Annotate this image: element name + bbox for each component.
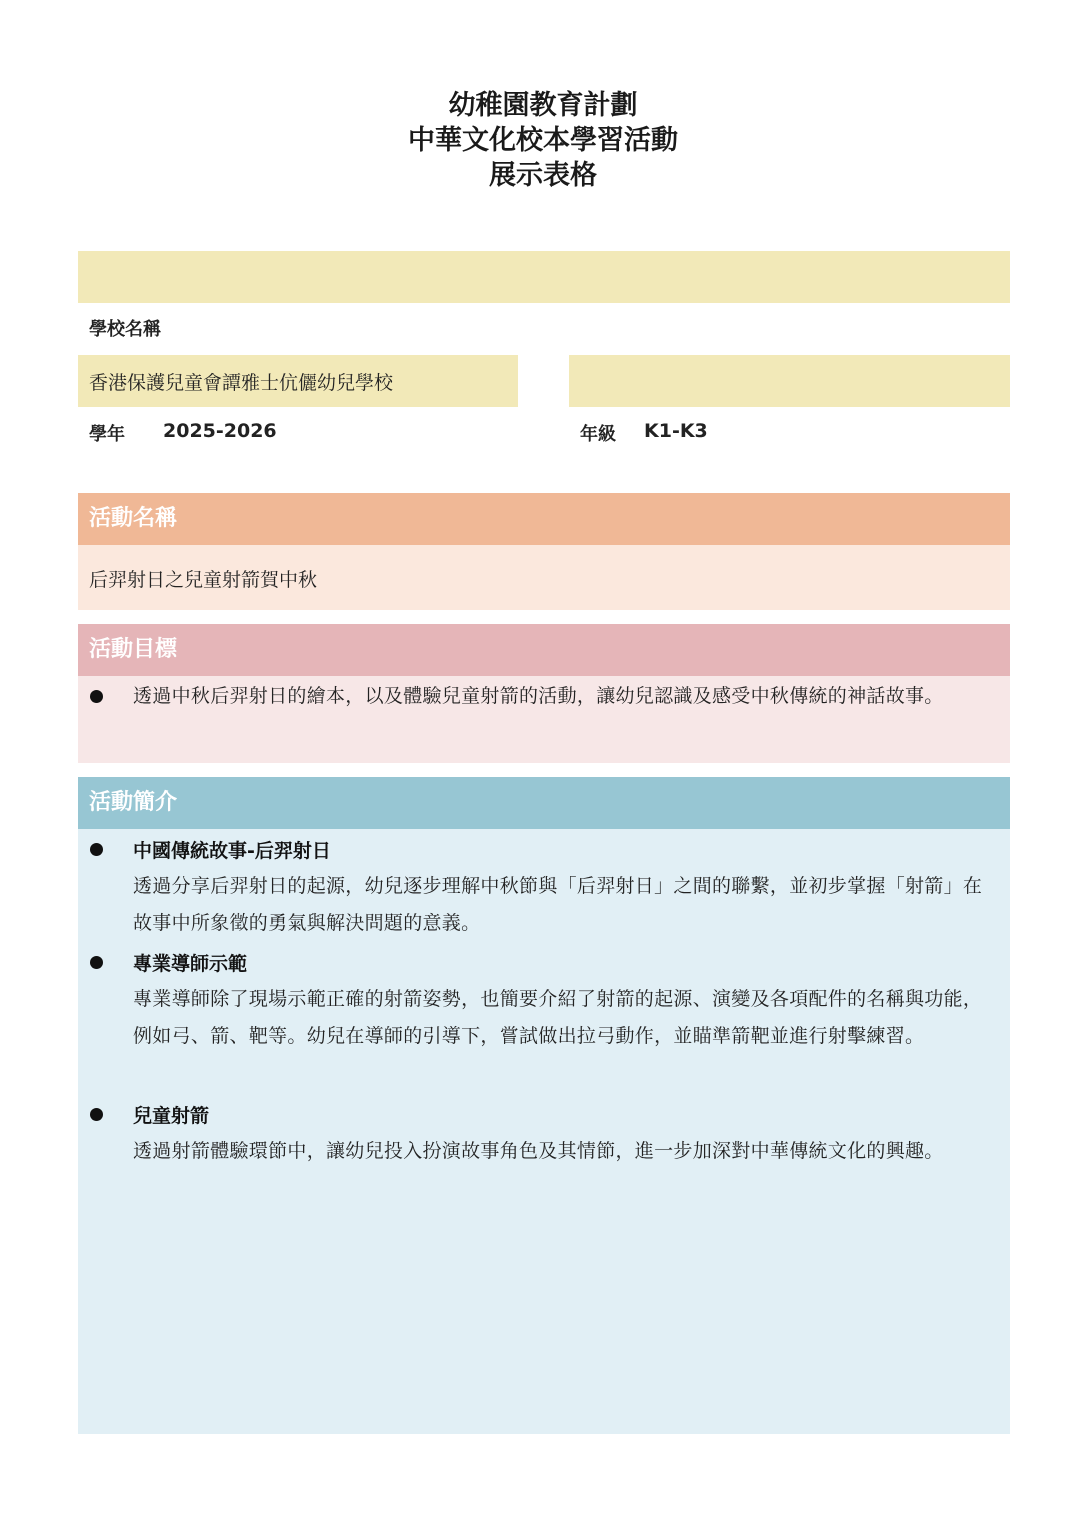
title-line-3: 展示表格: [489, 160, 597, 191]
header-blank-field: [78, 251, 1010, 303]
document-title: [0, 88, 1086, 193]
intro-item-text: 專業導師除了現場示範正確的射箭姿勢，也簡要介紹了射箭的起源、演變及各項配件的名稱與功能，例如弓、箭、靶等。幼兒在導師的引導下，嘗試做出拉弓動作，並瞄準箭靶並進行射擊練習。: [133, 988, 983, 1047]
school-name-value: 香港保護兒童會譚雅士伉儷幼兒學校: [89, 372, 394, 394]
bullet-icon: [90, 1108, 103, 1121]
title-line-1: 幼稚園教育計劃: [448, 90, 638, 121]
school-extra-field: [569, 355, 1010, 407]
intro-item-title: 中國傳統故事-后羿射日: [133, 840, 331, 862]
objective-text: 透過中秋后羿射日的繪本，以及體驗兒童射箭的活動，讓幼兒認識及感受中秋傳統的神話故事。: [133, 685, 944, 707]
school-name-label: 學校名稱: [89, 319, 161, 340]
activity-name-heading: 活動名稱: [78, 493, 1010, 545]
bullet-icon: [90, 690, 103, 703]
introduction-body: [78, 829, 1010, 1434]
bullet-icon: [90, 956, 103, 969]
objectives-heading: 活動目標: [78, 624, 1010, 676]
activity-name-body: [78, 545, 1010, 610]
title-line-2: 中華文化校本學習活動: [408, 125, 678, 156]
introduction-heading: 活動簡介: [78, 777, 1010, 829]
grade-value: K1-K3: [644, 420, 708, 442]
intro-item-title: 專業導師示範: [133, 953, 248, 975]
school-name-field: [78, 355, 518, 407]
grade-label: 年級: [580, 424, 616, 445]
intro-item-title: 兒童射箭: [133, 1105, 210, 1127]
intro-item-text: 透過分享后羿射日的起源，幼兒逐步理解中秋節與「后羿射日」之間的聯繫，並初步掌握「射箭」在故事中所象徵的勇氣與解決問題的意義。: [133, 875, 983, 934]
year-value: 2025-2026: [163, 420, 277, 442]
objectives-body: [78, 676, 1010, 763]
year-label: 學年: [89, 424, 125, 445]
bullet-icon: [90, 843, 103, 856]
intro-item-text: 透過射箭體驗環節中，讓幼兒投入扮演故事角色及其情節，進一步加深對中華傳統文化的興趣。: [133, 1140, 944, 1162]
activity-name-value: 后羿射日之兒童射箭賀中秋: [89, 569, 318, 591]
